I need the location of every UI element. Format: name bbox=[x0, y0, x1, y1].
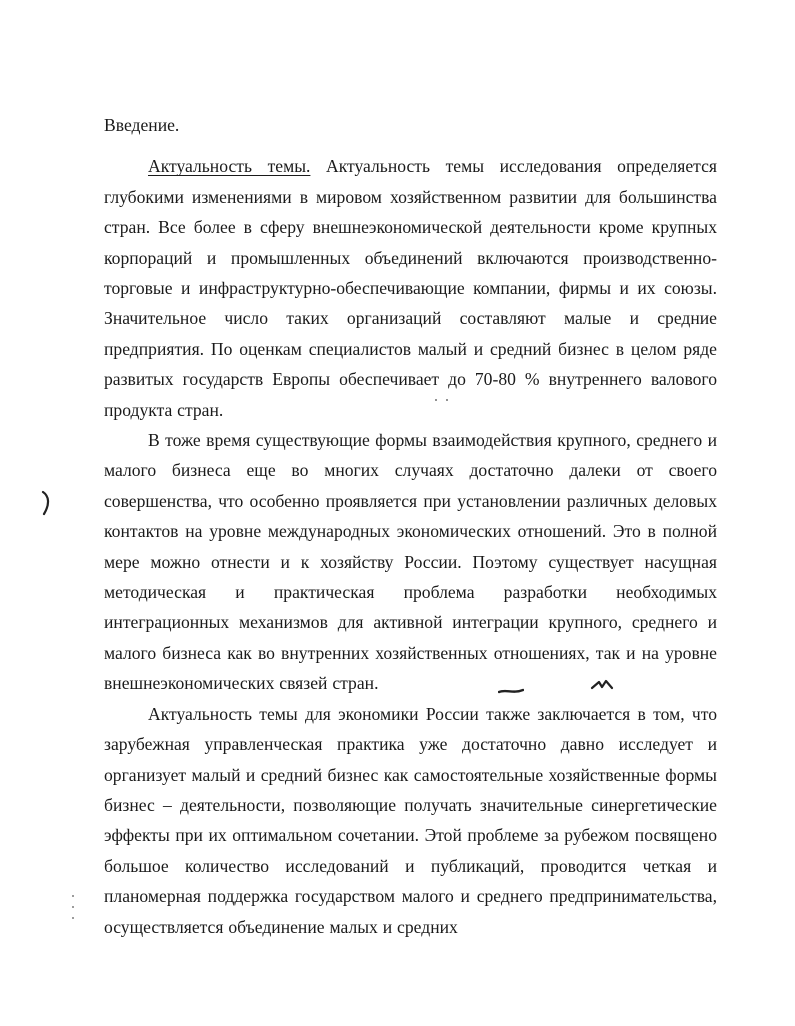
scan-mark-bracket bbox=[40, 490, 54, 516]
paragraph-text: В тоже время существующие формы взаимодействия крупного, среднего и малого бизнеса еще во многих случаях достаточно далеки от своего совершенства, что особенно проявляется при установлении различных деловых контактов на уровне международных экономических отношений. Это в полной мере можно отнести и к хозяйству России. Поэтому существует насущная методическая и практическая проблема разработки необходимых интеграционных механизмов для активной интеграции крупного, среднего и малого бизнеса как во внутренних хозяйственных отношениях, так и на уровне внешнеэкономических связей стран. bbox=[104, 430, 717, 694]
paragraph-text: Актуальность темы для экономики России также заключается в том, что зарубежная управленческая практика уже достаточно давно исследует и организует малый и средний бизнес как самостоятельные хозяйственные формы бизнес – деятельности, позволяющие получать значительные синергетические эффекты при их оптимальном сочетании. Этой проблеме за рубежом посвящено большое количество исследований и публикаций, проводится четкая и планомерная поддержка государством малого и среднего предпринимательства, осуществляется объединение малых и средних bbox=[104, 703, 717, 937]
scan-mark-speck bbox=[434, 397, 450, 403]
paragraph-relevance bbox=[104, 151, 717, 425]
document-body bbox=[104, 110, 717, 942]
paragraph-text: Актуальность темы исследования определяется глубокими изменениями в мировом хозяйственном развитии для большинства стран. Все более в сферу внешнеэкономической деятельности кроме крупных корпораций и промышленных объединений включаются производственно-торговые и инфраструктурно-обеспечивающие компании, фирмы и их союзы. Значительное число таких организаций составляют малые и средние предприятия. По оценкам специалистов малый и средний бизнес в целом ряде развитых государств Европы обеспечивает до 70-80 % внутреннего валового продукта стран. bbox=[104, 156, 717, 420]
paragraph-lead-underlined: Актуальность темы. bbox=[148, 156, 311, 177]
scan-mark-dots bbox=[70, 892, 76, 922]
paragraph-interaction bbox=[104, 425, 717, 699]
scan-mark-scribble-a bbox=[498, 686, 524, 696]
section-heading: Введение. bbox=[104, 115, 180, 135]
heading-spacer bbox=[104, 140, 717, 151]
scan-mark-scribble-b bbox=[590, 678, 614, 694]
paragraph-russia bbox=[104, 699, 717, 942]
